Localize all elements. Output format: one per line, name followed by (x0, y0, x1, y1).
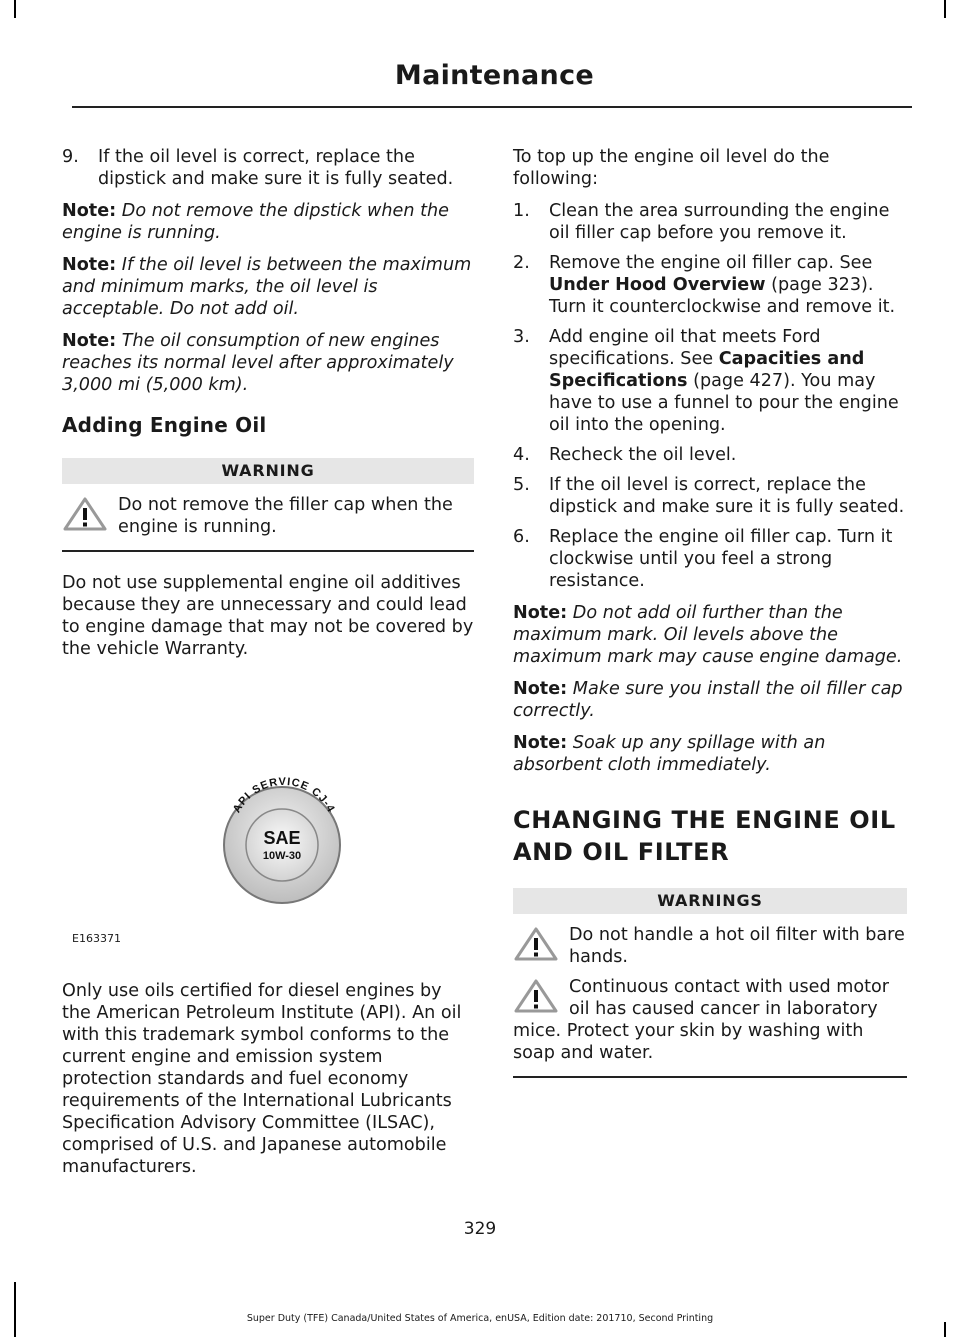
list-item (62, 146, 474, 190)
cross-reference-link[interactable]: Capacities and Specifications (549, 349, 865, 391)
step-text: Recheck the oil level. (549, 445, 737, 465)
page-number: 329 (463, 1219, 497, 1239)
list-item (513, 444, 907, 466)
step-text: If the oil level is correct, replace the dipstick and make sure it is fully seated. (98, 147, 454, 189)
list-item (513, 252, 907, 318)
step-text: Add engine oil that meets Ford specifications. See (549, 327, 821, 369)
note-text: If the oil level is between the maximum and minimum marks, the oil level is acceptable. Do not add oil. (62, 255, 472, 319)
section-heading-line1: CHANGING THE ENGINE OIL (513, 806, 896, 834)
section-heading-line2: AND OIL FILTER (513, 838, 730, 866)
step-number: 5. (513, 475, 530, 495)
step-number: 4. (513, 445, 530, 465)
edition-footer: Super Duty (TFE) Canada/United States of America, enUSA, Edition date: 201710, Second Printing (246, 1313, 714, 1324)
note-label: Note: (62, 331, 117, 351)
top-up-steps (513, 200, 907, 592)
note-label: Note: (513, 679, 568, 699)
note-text: Do not add oil further than the maximum mark. Oil levels above the maximum mark may cause engine damage. (513, 603, 903, 667)
note (513, 678, 907, 722)
step-text: Clean the area surrounding the engine oil filler cap before you remove it. (549, 201, 890, 243)
warning-box (62, 458, 474, 552)
warnings-end-rule (513, 1076, 907, 1078)
note-text: Do not remove the dipstick when the engine is running. (62, 201, 449, 243)
step-text: Remove the engine oil filler cap. See (549, 253, 873, 273)
warning-heading: WARNING (62, 458, 474, 484)
warning-row (513, 924, 907, 968)
note (513, 732, 907, 776)
step-text: Replace the engine oil filler cap. Turn it clockwise until you feel a strong resistance. (549, 527, 893, 591)
api-donut-symbol (62, 720, 474, 960)
section-title: Maintenance (394, 60, 594, 91)
step-number: 9. (62, 147, 79, 167)
warning-triangle-icon (513, 924, 569, 968)
warning-end-rule (62, 550, 474, 552)
crop-mark-bottom-left (14, 1282, 16, 1337)
crop-mark-top-right (944, 0, 946, 18)
warnings-box (513, 888, 907, 1078)
api-arc-text: API SERVICE CJ-4 (230, 775, 338, 815)
intro-paragraph: To top up the engine oil level do the following: (513, 147, 830, 189)
step-number: 3. (513, 327, 530, 347)
note-text: Make sure you install the oil filler cap correctly. (513, 679, 903, 721)
list-item (513, 526, 907, 592)
adding-engine-oil-heading: Adding Engine Oil (62, 413, 267, 437)
figure-id: E163371 (72, 932, 121, 945)
step-number: 6. (513, 527, 530, 547)
supplemental-paragraph: Do not use supplemental engine oil additives because they are unnecessary and could lead to engine damage that may not be covered by the vehicle Warranty. (62, 573, 474, 659)
api-paragraph: Only use oils certified for diesel engines by the American Petroleum Institute (API). An oil with this trademark symbol conforms to the current engine and emission system protection standards and fuel economy requirements of the International Lubricants Specification Advisory Committee (ILSAC), comprised of U.S. and Japanese automobile manufacturers. (62, 981, 462, 1177)
right-column (513, 146, 907, 1098)
warnings-heading: WARNINGS (513, 888, 907, 914)
note-text: The oil consumption of new engines reaches its normal level after approximately 3,000 mi (5,000 km). (62, 331, 454, 395)
step-list-continued (62, 146, 474, 190)
list-item (513, 474, 907, 518)
note-label: Note: (513, 733, 568, 753)
note (62, 254, 474, 320)
section-heading (513, 804, 907, 868)
warning-text: Do not remove the filler cap when the engine is running. (118, 495, 453, 537)
warning-text: Continuous contact with used motor oil has caused cancer in laboratory mice. Protect your skin by washing with soap and water. (513, 977, 890, 1063)
step-number: 2. (513, 253, 530, 273)
step-text-after: (page 427). You may have to use a funnel to pour the engine oil into the opening. (549, 371, 899, 435)
step-text: If the oil level is correct, replace the dipstick and make sure it is fully seated. (549, 475, 905, 517)
step-text-after: (page 323). Turn it counterclockwise and remove it. (549, 275, 896, 317)
header-rule (72, 106, 912, 108)
note-label: Note: (62, 201, 117, 221)
warning-triangle-icon (513, 976, 569, 1020)
step-number: 1. (513, 201, 530, 221)
warning-text: Do not handle a hot oil filter with bare hands. (569, 925, 905, 967)
note-label: Note: (62, 255, 117, 275)
list-item (513, 326, 907, 436)
api-service-symbol-figure (62, 720, 474, 960)
crop-mark-bottom-right (944, 1322, 946, 1337)
note (62, 330, 474, 396)
crop-mark-top-left (14, 0, 16, 18)
warning-triangle-icon (62, 494, 118, 538)
left-column (62, 146, 474, 1188)
cross-reference-link[interactable]: Under Hood Overview (549, 275, 766, 295)
sae-label: SAE (263, 828, 301, 848)
note (513, 602, 907, 668)
warning-row (62, 494, 474, 538)
list-item (513, 200, 907, 244)
warning-row (513, 976, 907, 1064)
note-label: Note: (513, 603, 568, 623)
viscosity-label: 10W-30 (262, 850, 302, 862)
note-text: Soak up any spillage with an absorbent cloth immediately. (513, 733, 826, 775)
note (62, 200, 474, 244)
